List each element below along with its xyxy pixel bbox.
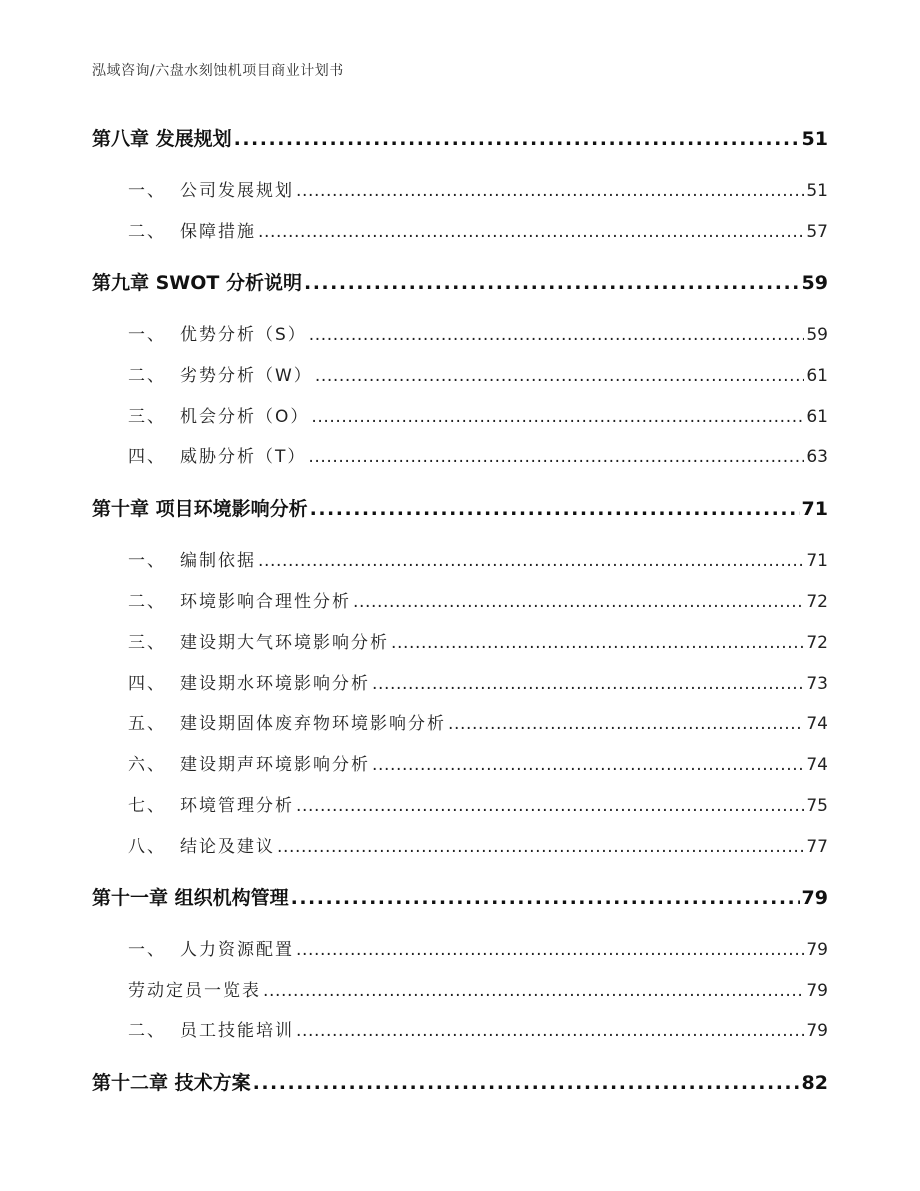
toc-section[interactable] [128, 442, 828, 467]
toc-section[interactable] [128, 750, 828, 775]
toc-page-number: 59 [806, 325, 828, 345]
toc-chapter-9[interactable] [92, 268, 828, 295]
toc-section-number: 三、 [128, 407, 166, 427]
toc-entry-title: 建设期水环境影响分析 [180, 674, 370, 694]
toc-page-number: 79 [801, 887, 828, 909]
toc-leader-dots [296, 1021, 804, 1041]
toc-entry-title: 劣势分析（W） [180, 366, 313, 386]
toc-section-number: 四、 [128, 674, 166, 694]
toc-entry-title: 建设期大气环境影响分析 [180, 633, 389, 653]
toc-page-number: 79 [806, 940, 828, 960]
toc-page-number: 72 [806, 592, 828, 612]
toc-page-number: 79 [806, 981, 828, 1001]
toc-entry-title: 第十一章 组织机构管理 [92, 887, 289, 909]
toc-leader-dots [308, 447, 804, 467]
toc-section-number: 一、 [128, 325, 166, 345]
toc-section[interactable] [128, 176, 828, 201]
toc-page-number: 61 [806, 407, 828, 427]
toc-leader-dots [277, 837, 804, 857]
toc-section-number: 八、 [128, 837, 166, 857]
toc-section-number: 二、 [128, 222, 166, 242]
toc-entry-title: 编制依据 [180, 551, 256, 571]
toc-entry-title: 人力资源配置 [180, 940, 294, 960]
page-header: 泓域咨询/六盘水刻蚀机项目商业计划书 [92, 63, 344, 79]
toc-page-number: 72 [806, 633, 828, 653]
toc-entry-title: 机会分析（O） [180, 407, 310, 427]
toc-section-number: 一、 [128, 181, 166, 201]
toc-leader-dots [296, 181, 804, 201]
toc-entry-title: 第十二章 技术方案 [92, 1072, 251, 1094]
toc-entry-title: 劳动定员一览表 [128, 981, 261, 1001]
toc-page-number: 79 [806, 1021, 828, 1041]
toc-chapter-10[interactable] [92, 494, 828, 521]
toc-chapter-8[interactable] [92, 124, 828, 151]
toc-leader-dots [311, 407, 804, 427]
toc-leader-dots [291, 887, 800, 909]
toc-page-number: 51 [801, 128, 828, 150]
toc-entry-title: 保障措施 [180, 222, 256, 242]
toc-section[interactable] [128, 832, 828, 857]
toc-leader-dots [372, 755, 804, 775]
toc-section[interactable] [128, 361, 828, 386]
toc-section[interactable] [128, 546, 828, 571]
toc-entry-title: 环境影响合理性分析 [180, 592, 351, 612]
toc-page-number: 73 [806, 674, 828, 694]
toc-leader-dots [391, 633, 804, 653]
toc-entry-title: 第八章 发展规划 [92, 128, 232, 150]
toc-leader-dots [372, 674, 804, 694]
toc-section-number: 二、 [128, 1021, 166, 1041]
toc-leader-dots [258, 222, 804, 242]
toc-leader-dots [304, 272, 800, 294]
toc-page-number: 77 [806, 837, 828, 857]
toc-section[interactable] [128, 402, 828, 427]
toc-page-number: 57 [806, 222, 828, 242]
toc-page-number: 71 [806, 551, 828, 571]
toc-leader-dots [315, 366, 805, 386]
toc-section[interactable] [128, 628, 828, 653]
toc-section[interactable] [128, 587, 828, 612]
toc-section-number: 七、 [128, 796, 166, 816]
toc-section-number: 二、 [128, 366, 166, 386]
toc-page-number: 75 [806, 796, 828, 816]
toc-page-number: 71 [801, 498, 828, 520]
toc-entry-title: 优势分析（S） [180, 325, 307, 345]
toc-section-number: 六、 [128, 755, 166, 775]
toc-subsection[interactable] [128, 976, 828, 1001]
toc-section[interactable] [128, 791, 828, 816]
toc-leader-dots [353, 592, 804, 612]
toc-leader-dots [448, 714, 804, 734]
toc-section-number: 四、 [128, 447, 166, 467]
toc-leader-dots [296, 940, 804, 960]
toc-chapter-11[interactable] [92, 883, 828, 910]
toc-section[interactable] [128, 217, 828, 242]
toc-section-number: 一、 [128, 551, 166, 571]
toc-leader-dots [263, 981, 804, 1001]
toc-leader-dots [253, 1072, 800, 1094]
toc-leader-dots [234, 128, 800, 150]
toc-section[interactable] [128, 935, 828, 960]
toc-entry-title: 威胁分析（T） [180, 447, 307, 467]
toc-section[interactable] [128, 709, 828, 734]
toc-leader-dots [309, 325, 805, 345]
toc-section[interactable] [128, 1016, 828, 1041]
toc-entry-title: 员工技能培训 [180, 1021, 294, 1041]
toc-entry-title: 环境管理分析 [180, 796, 294, 816]
toc-section-number: 三、 [128, 633, 166, 653]
toc-entry-title: 第九章 SWOT 分析说明 [92, 272, 302, 294]
toc-leader-dots [296, 796, 804, 816]
toc-chapter-12[interactable] [92, 1068, 828, 1095]
toc-page-number: 74 [806, 714, 828, 734]
toc-entry-title: 结论及建议 [180, 837, 275, 857]
toc-page-number: 74 [806, 755, 828, 775]
toc-section-number: 一、 [128, 940, 166, 960]
toc-page-number: 82 [801, 1072, 828, 1094]
toc-section-number: 五、 [128, 714, 166, 734]
toc-page-number: 59 [801, 272, 828, 294]
toc-entry-title: 第十章 项目环境影响分析 [92, 498, 308, 520]
toc-entry-title: 公司发展规划 [180, 181, 294, 201]
toc-section-number: 二、 [128, 592, 166, 612]
toc-page-number: 61 [806, 366, 828, 386]
toc-section[interactable] [128, 669, 828, 694]
toc-leader-dots [258, 551, 804, 571]
toc-leader-dots [310, 498, 800, 520]
toc-page-number: 63 [806, 447, 828, 467]
toc-entry-title: 建设期声环境影响分析 [180, 755, 370, 775]
toc-page-number: 51 [806, 181, 828, 201]
toc-section[interactable] [128, 320, 828, 345]
toc-entry-title: 建设期固体废弃物环境影响分析 [180, 714, 446, 734]
